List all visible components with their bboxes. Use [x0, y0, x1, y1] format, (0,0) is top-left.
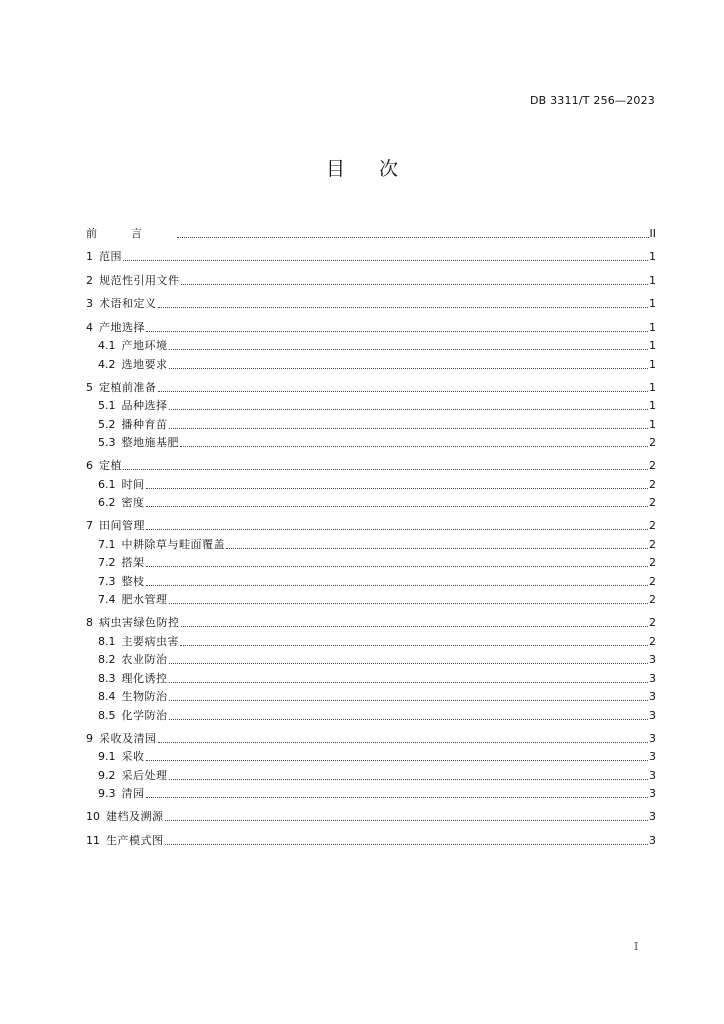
toc-entry-page: 2: [649, 634, 656, 648]
toc-entry-title: 品种选择: [121, 399, 168, 413]
toc-entry-page: 1: [649, 320, 656, 334]
dot-leader: [165, 820, 649, 821]
toc-entry-number: 7.2: [98, 556, 116, 570]
toc-entry-number: 9: [86, 731, 93, 745]
toc-entry-title: 整地施基肥: [121, 436, 179, 450]
toc-entry-number: 4: [86, 320, 93, 334]
toc-entry-number: 10: [86, 810, 100, 824]
toc-entry-page: 1: [649, 339, 656, 353]
toc-entry-number: 5.2: [98, 417, 116, 431]
toc-entry-page: 3: [649, 708, 656, 722]
dot-leader: [146, 585, 649, 586]
dot-leader: [158, 307, 649, 308]
toc-entry-title: 清园: [121, 787, 145, 801]
toc-entry-title: 肥水管理: [121, 593, 168, 607]
toc-entry-title: 搭架: [121, 556, 145, 570]
toc-subentry[interactable]: [86, 335, 656, 354]
dot-leader: [146, 529, 648, 530]
dot-leader: [123, 469, 648, 470]
toc-entry-title: 生物防治: [121, 690, 168, 704]
toc-entry-page: 3: [649, 671, 656, 685]
toc-entry-title: 建档及溯源: [106, 810, 164, 824]
table-of-contents: [86, 218, 656, 848]
toc-entry-page: 2: [649, 593, 656, 607]
toc-entry-page: 3: [649, 653, 656, 667]
toc-subentry[interactable]: [86, 552, 656, 571]
toc-subentry[interactable]: [86, 686, 656, 705]
toc-entry-number: 8.5: [98, 708, 116, 722]
toc-entry-title: 选地要求: [121, 357, 168, 371]
toc-entry-page: 2: [649, 537, 656, 551]
toc-title: 目次: [325, 158, 432, 180]
toc-entry[interactable]: [86, 264, 656, 288]
toc-entry-number: 8.3: [98, 671, 116, 685]
dot-leader: [158, 391, 649, 392]
toc-entry[interactable]: [86, 311, 656, 335]
toc-entry[interactable]: [86, 723, 656, 746]
toc-entry-page: 2: [649, 574, 656, 588]
dot-leader: [226, 548, 648, 549]
toc-entry-page: 1: [649, 357, 656, 371]
toc-entry-title: 采收及清园: [99, 731, 157, 745]
toc-entry-number: 6.2: [98, 496, 116, 510]
toc-entry[interactable]: [86, 218, 656, 241]
toc-entry-title: 采收: [121, 750, 145, 764]
toc-entry-page: 2: [649, 436, 656, 450]
dot-leader: [169, 368, 649, 369]
toc-entry-number: 9.2: [98, 768, 116, 782]
toc-entry-page: 2: [649, 496, 656, 510]
toc-entry-title: 定植前准备: [99, 380, 157, 394]
toc-entry-page: 3: [649, 768, 656, 782]
toc-subentry[interactable]: [86, 630, 656, 649]
dot-leader: [146, 331, 648, 332]
toc-entry[interactable]: [86, 241, 656, 265]
toc-entry-number: 11: [86, 833, 100, 847]
dot-leader: [169, 700, 649, 701]
dot-leader: [169, 663, 649, 664]
toc-subentry[interactable]: [86, 353, 656, 372]
toc-subentry[interactable]: [86, 570, 656, 589]
toc-entry-number: 7.1: [98, 537, 116, 551]
dot-leader: [158, 742, 649, 743]
toc-entry-page: 3: [649, 750, 656, 764]
toc-entry[interactable]: [86, 372, 656, 395]
toc-subentry[interactable]: [86, 473, 656, 492]
toc-entry[interactable]: [86, 288, 656, 312]
toc-subentry[interactable]: [86, 395, 656, 414]
dot-leader: [169, 349, 649, 350]
toc-entry-number: 7.3: [98, 574, 116, 588]
toc-entry-page: 2: [649, 459, 656, 473]
toc-entry-title: 化学防治: [121, 708, 168, 722]
document-code: DB 3311/T 256—2023: [529, 94, 655, 107]
toc-entry[interactable]: [86, 607, 656, 630]
toc-subentry[interactable]: [86, 533, 656, 552]
toc-entry-title: 病虫害绿色防控: [99, 615, 180, 629]
toc-entry-number: 8.1: [98, 634, 116, 648]
toc-entry-page: 2: [649, 477, 656, 491]
toc-subentry[interactable]: [86, 783, 656, 802]
toc-entry-number: 7: [86, 518, 93, 532]
toc-entry-title: 范围: [99, 250, 122, 264]
dot-leader: [169, 428, 649, 429]
toc-entry-page: 2: [649, 556, 656, 570]
toc-entry-number: 6.1: [98, 477, 116, 491]
dot-leader: [180, 446, 648, 447]
toc-subentry[interactable]: [86, 432, 656, 451]
page-number: I: [634, 940, 639, 953]
toc-entry-page: 3: [649, 833, 656, 847]
dot-leader: [146, 760, 649, 761]
toc-entry-page: 1: [649, 273, 656, 287]
toc-entry-number: 9.3: [98, 787, 116, 801]
toc-subentry[interactable]: [86, 667, 656, 686]
dot-leader: [146, 488, 649, 489]
toc-entry-title: 播种育苗: [121, 417, 168, 431]
toc-entry-title: 前言: [86, 226, 176, 240]
toc-entry-page: 2: [649, 518, 656, 532]
toc-entry-title: 产地选择: [99, 320, 145, 334]
dot-leader: [165, 844, 649, 845]
toc-entry-page: 1: [649, 380, 656, 394]
toc-entry-page: 1: [649, 297, 656, 311]
toc-entry-page: 3: [649, 787, 656, 801]
dot-leader: [181, 284, 649, 285]
toc-entry-number: 5.1: [98, 399, 116, 413]
toc-subentry[interactable]: [86, 492, 656, 511]
dot-leader: [169, 682, 649, 683]
toc-entry-page: 1: [649, 250, 656, 264]
toc-subentry[interactable]: [86, 589, 656, 608]
toc-entry-title: 田间管理: [99, 518, 145, 532]
toc-entry-number: 7.4: [98, 593, 116, 607]
dot-leader: [180, 645, 648, 646]
dot-leader: [123, 260, 648, 261]
toc-entry-number: 4.2: [98, 357, 116, 371]
toc-entry-number: 5.3: [98, 436, 116, 450]
toc-subentry[interactable]: [86, 746, 656, 765]
toc-entry-number: 8.2: [98, 653, 116, 667]
dot-leader: [181, 626, 649, 627]
toc-entry-title: 中耕除草与畦面覆盖: [121, 537, 225, 551]
toc-entry-page: II: [649, 226, 656, 240]
toc-subentry[interactable]: [86, 413, 656, 432]
toc-entry-number: 3: [86, 297, 93, 311]
toc-entry-page: 3: [649, 731, 656, 745]
toc-entry-title: 农业防治: [121, 653, 168, 667]
toc-entry-number: 8.4: [98, 690, 116, 704]
dot-leader: [169, 603, 649, 604]
toc-entry[interactable]: [86, 450, 656, 473]
dot-leader: [169, 779, 649, 780]
toc-entry-number: 2: [86, 273, 93, 287]
toc-entry-title: 采后处理: [121, 768, 168, 782]
toc-entry-page: 2: [649, 615, 656, 629]
toc-entry-page: 3: [649, 690, 656, 704]
toc-entry-page: 1: [649, 417, 656, 431]
toc-entry[interactable]: [86, 510, 656, 533]
toc-subentry[interactable]: [86, 704, 656, 723]
dot-leader: [169, 409, 649, 410]
toc-entry-number: 6: [86, 459, 93, 473]
toc-entry-number: 1: [86, 250, 93, 264]
toc-entry-title: 规范性引用文件: [99, 273, 180, 287]
toc-entry-title: 整枝: [121, 574, 145, 588]
toc-entry-title: 定植: [99, 459, 122, 473]
toc-entry-page: 1: [649, 399, 656, 413]
dot-leader: [146, 797, 649, 798]
toc-subentry[interactable]: [86, 764, 656, 783]
toc-entry-number: 5: [86, 380, 93, 394]
toc-entry-title: 术语和定义: [99, 297, 157, 311]
toc-entry-number: 8: [86, 615, 93, 629]
toc-entry-title: 时间: [121, 477, 145, 491]
toc-entry-title: 理化诱控: [121, 671, 168, 685]
dot-leader: [169, 719, 649, 720]
toc-subentry[interactable]: [86, 649, 656, 668]
toc-entry-page: 3: [649, 810, 656, 824]
toc-entry-title: 主要病虫害: [121, 634, 179, 648]
dot-leader: [146, 566, 649, 567]
toc-entry-title: 产地环境: [121, 339, 168, 353]
toc-entry[interactable]: [86, 824, 656, 848]
dot-leader: [146, 506, 649, 507]
toc-entry-number: 4.1: [98, 339, 116, 353]
toc-entry[interactable]: [86, 801, 656, 824]
toc-entry-title: 密度: [121, 496, 145, 510]
toc-entry-number: 9.1: [98, 750, 116, 764]
toc-entry-title: 生产模式图: [106, 833, 164, 847]
dot-leader: [177, 237, 649, 238]
